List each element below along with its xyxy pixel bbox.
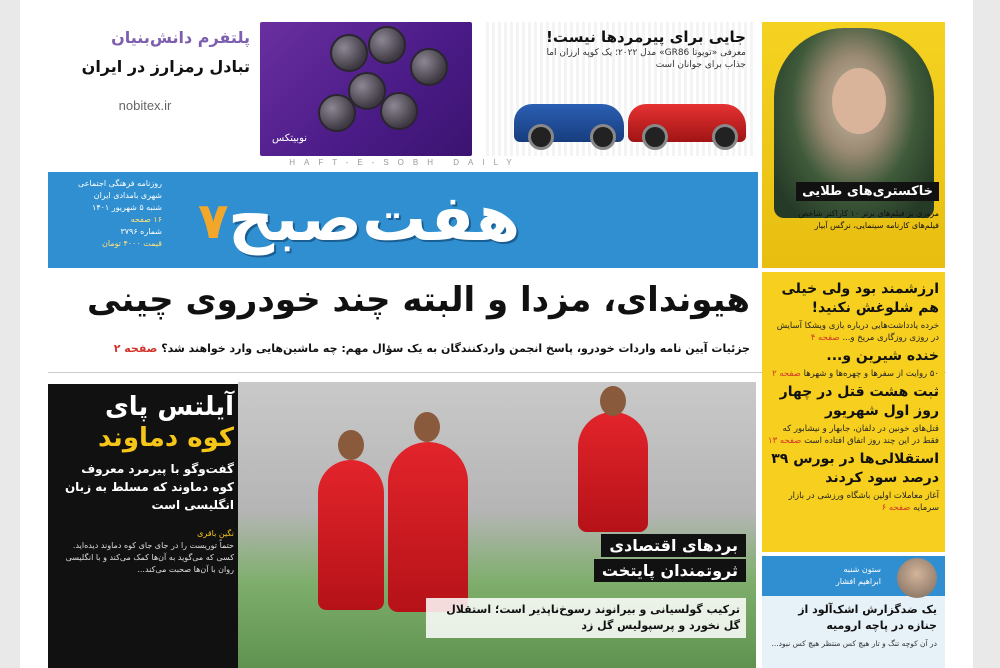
wheel-icon <box>590 124 616 150</box>
coin-icon <box>330 34 368 72</box>
face-image <box>832 68 886 134</box>
feature-title-2: کوه دماوند <box>98 423 234 453</box>
column-author: ستون شنبه ابراهیم افشار <box>835 565 881 586</box>
football-photo[interactable] <box>238 382 756 668</box>
yellow-item-title[interactable]: ثبت هشت قتل در چهار روز اول شهریور <box>779 384 939 419</box>
yellow-item-body: خرده یادداشت‌هایی درباره بازی ویشکا آسایش در روزی روزگاری مریخ و... صفحه ۴ <box>776 321 939 343</box>
main-subhead <box>50 342 750 355</box>
wheel-icon <box>528 124 554 150</box>
coin-icon <box>410 48 448 86</box>
caption-line-1: بردهای اقتصادی <box>601 534 746 557</box>
cars-ad-headline: جایی برای پیرمردها نیست! <box>546 28 746 46</box>
subhead-text: جزئیات آیین نامه واردات خودرو، پاسخ انجمن واردکنندگان به یک سؤال مهم: چه ماشین‌هایی وارد خواهند شد؟ <box>161 342 750 355</box>
newspaper-page <box>20 0 973 668</box>
ad-url[interactable]: nobitex.ir <box>118 98 172 113</box>
feature-column-black[interactable] <box>48 384 242 668</box>
issue-info <box>52 178 162 250</box>
issue-info-line: قیمت ۴۰۰۰ تومان <box>102 239 162 248</box>
ad-brand-label: نوبیتکس <box>272 133 308 144</box>
masthead-tagline: HAFT-E-SOBH DAILY <box>289 158 521 167</box>
portrait-title: خاکستری‌های طلایی <box>796 182 939 201</box>
yellow-news-column <box>762 272 945 552</box>
feature-subtitle: گفت‌وگو با پیرمرد معروف کوه دماوند که مسلط به زبان انگلیسی است <box>64 462 234 512</box>
red-car-image <box>628 104 746 142</box>
cars-ad-sub-2: جذاب برای جوانان است <box>655 60 746 70</box>
newspaper-logo[interactable]: هفت‌صبح <box>228 182 521 256</box>
wheel-icon <box>642 124 668 150</box>
column-headline: یک ضدگزارش اشک‌آلود از جنازه در پاچه ارومیه <box>798 603 937 632</box>
portrait-subtitle: مروری بر فیلم‌های برتر ۱۰ کاراکتر شاخص فیلم‌های کارنامه سینمایی، نرگس آبیار <box>798 209 939 230</box>
yellow-item-body: آغاز معاملات اولین باشگاه ورزشی در بازار سرمایه صفحه ۶ <box>788 491 939 513</box>
caption-line-2: ثروتمندان پایتخت <box>594 559 746 582</box>
player-head <box>600 386 626 416</box>
page-ref[interactable]: صفحه ۲ <box>113 342 158 355</box>
coin-icon <box>318 94 356 132</box>
nobitex-ad-text[interactable] <box>40 20 250 150</box>
coin-icon <box>368 26 406 64</box>
blue-car-image <box>514 104 624 142</box>
photo-caption <box>594 534 746 584</box>
cars-ad-sub-1: معرفی «تویوتا GR86» مدل ۲۰۲۲؛ یک کوپه ارزان اما <box>546 48 746 58</box>
logo-number: ۷ <box>198 192 229 250</box>
main-headline[interactable]: هیوندای، مزدا و البته چند خودروی چینی <box>87 280 750 320</box>
coin-icon <box>380 92 418 130</box>
ad-line-2: تبادل رمزارز در ایران <box>81 57 250 76</box>
issue-info-line: شنبه ۵ شهریور ۱۴۰۱ <box>92 203 162 212</box>
wheel-icon <box>712 124 738 150</box>
yellow-item-title[interactable]: ارزشمند بود ولی خیلی هم شلوغش نکنید! <box>781 281 939 316</box>
cars-ad[interactable] <box>486 22 756 156</box>
player-figure <box>388 442 468 612</box>
portrait-feature[interactable] <box>762 22 945 268</box>
crypto-ad-image[interactable] <box>260 22 472 156</box>
column-text: در آن کوچه تنگ و تار هیچ کس منتظر هیچ کس نبود... <box>771 639 937 648</box>
issue-info-line: شماره ۳۷۹۶ <box>120 227 162 236</box>
yellow-item-title[interactable]: خنده شیرین و... <box>826 348 939 364</box>
issue-info-line: ۱۶ صفحه <box>130 215 162 224</box>
issue-info-line: روزنامه فرهنگی اجتماعی <box>78 179 162 188</box>
feature-title-1: آیلتس پای <box>104 392 234 422</box>
ad-line-1: پلتفرم دانش‌بنیان <box>111 28 250 47</box>
player-figure <box>318 460 384 610</box>
photo-story-text: ترکیب گولسیانی و بیرانوند رسوخ‌ناپذیر است؛ استقلال گل نخورد و پرسپولیس گل زد <box>426 598 746 638</box>
player-head <box>414 412 440 442</box>
author-avatar <box>897 558 937 598</box>
masthead <box>48 172 758 268</box>
feature-body: حتماً توریست را در جای جای کوه دماوند دیده‌اید. کسی که می‌گوید به آن‌ها کمک می‌کند و با انگلیسی روان با آن‌ها صحبت می‌کند... <box>65 541 234 574</box>
feature-byline: نگین باقری <box>197 529 234 538</box>
player-head <box>338 430 364 460</box>
issue-info-line: شهری بامدادی ایران <box>93 191 162 200</box>
yellow-item-body: ۵۰ روایت از سفرها و چهره‌ها و شهرها صفحه ۲ <box>772 369 939 379</box>
player-figure <box>578 412 648 532</box>
yellow-item-title[interactable]: استقلالی‌ها در بورس ۳۹ درصد سود کردند <box>771 451 939 486</box>
opinion-column[interactable] <box>762 556 945 668</box>
yellow-item-body: قتل‌های خونین در دلفان، جابهار و نیشابور که فقط در این چند روز اتفاق افتاده است صفحه ۱۳ <box>768 424 939 446</box>
